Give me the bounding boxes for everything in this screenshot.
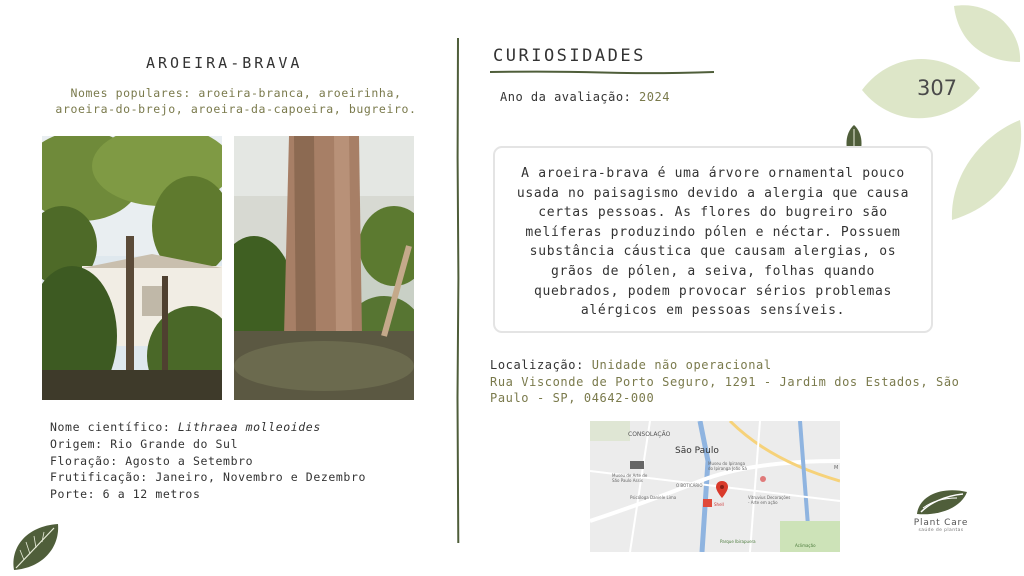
- curiosities-box: [493, 146, 933, 333]
- map-bottom-label: Aclimação: [795, 543, 816, 548]
- location-address: Rua Visconde de Porto Seguro, 1291 - Jardim dos Estados, São Paulo - SP, 04642-000: [490, 374, 960, 405]
- logo-name: Plant Care: [913, 518, 969, 528]
- poi-icon: [760, 476, 766, 482]
- museum-icon: [630, 461, 644, 469]
- map-shell-label: Shell: [714, 502, 724, 507]
- gas-station-icon: [703, 499, 712, 507]
- map-city-label: São Paulo: [675, 446, 719, 456]
- map-deco-label-2: - Arte em ação: [748, 500, 778, 505]
- map-psych-label: Psicóloga Daniele Lima: [630, 495, 677, 500]
- map-place-label-1: Museu do Ipiranga: [708, 461, 746, 466]
- map-right-label: M: [834, 465, 839, 471]
- logo-tagline: saúde de plantas: [918, 528, 964, 533]
- fruiting: Frutificação: Janeiro, Novembro e Dezembro: [50, 470, 366, 485]
- size: Porte: 6 a 12 metros: [50, 487, 201, 502]
- origin: Origem: Rio Grande do Sul: [50, 436, 239, 451]
- map-deco-label-1: Vitruvius Decorações: [748, 495, 791, 500]
- logo-leaf-icon: [913, 486, 969, 516]
- flowering: Floração: Agosto a Setembro: [50, 453, 254, 468]
- evaluation-year: Ano da avaliação: 2024: [500, 90, 670, 104]
- location: Localização: Unidade não operacional Rua Visconde de Porto Seguro, 1291 - Jardim dos Estados, São Paulo - SP, 04642-000: [490, 357, 980, 407]
- plant-specs: [50, 419, 366, 503]
- plant-care-logo: [906, 486, 976, 546]
- column-divider: [456, 38, 460, 543]
- map-street-label: O BOTICÁRIO: [676, 483, 703, 488]
- map-district-label: CONSOLAÇÃO: [628, 431, 671, 438]
- popular-names: Nomes populares: aroeira-branca, aroeirinha, aroeira-do-brejo, aroeira-da-capoeira, bugreiro.: [55, 86, 417, 116]
- map-place-label-2: do Ipiranga João Sá: [708, 466, 747, 471]
- tree-canopy-photo: [42, 136, 222, 400]
- title-underline: [490, 69, 714, 75]
- location-status: Unidade não operacional: [591, 358, 772, 372]
- leaf-icon-bottom: [10, 520, 62, 572]
- location-map[interactable]: [590, 421, 840, 552]
- scientific-name: Nome científico: Lithraea molleoides: [50, 420, 321, 434]
- plant-title: AROEIRA-BRAVA: [146, 54, 303, 72]
- evaluation-number: 307: [916, 76, 958, 100]
- scientific-value: Lithraea molleoides: [177, 420, 321, 434]
- tree-trunk-photo: [234, 136, 414, 400]
- year-value: 2024: [639, 90, 670, 104]
- curiosities-title: CURIOSIDADES: [493, 46, 646, 66]
- curiosities-text: A aroeira-brava é uma árvore ornamental pouco usada no paisagismo devido a alergia que causa certas pessoas. As flores do bugreiro são melíferas produzindo pólen e néctar. Possuem substância cáustica que causam alergias, os grãos de pólen, a seiva, folhas quando quebrados, podem provocar sérios problemas alérgicos em pessoas sensíveis.: [516, 166, 910, 319]
- map-museum-label-1: Museu de Arte de: [612, 473, 648, 478]
- map-museum-label-2: São Paulo Assis: [612, 478, 643, 483]
- map-park-label: Parque Ibirapuera: [720, 539, 756, 544]
